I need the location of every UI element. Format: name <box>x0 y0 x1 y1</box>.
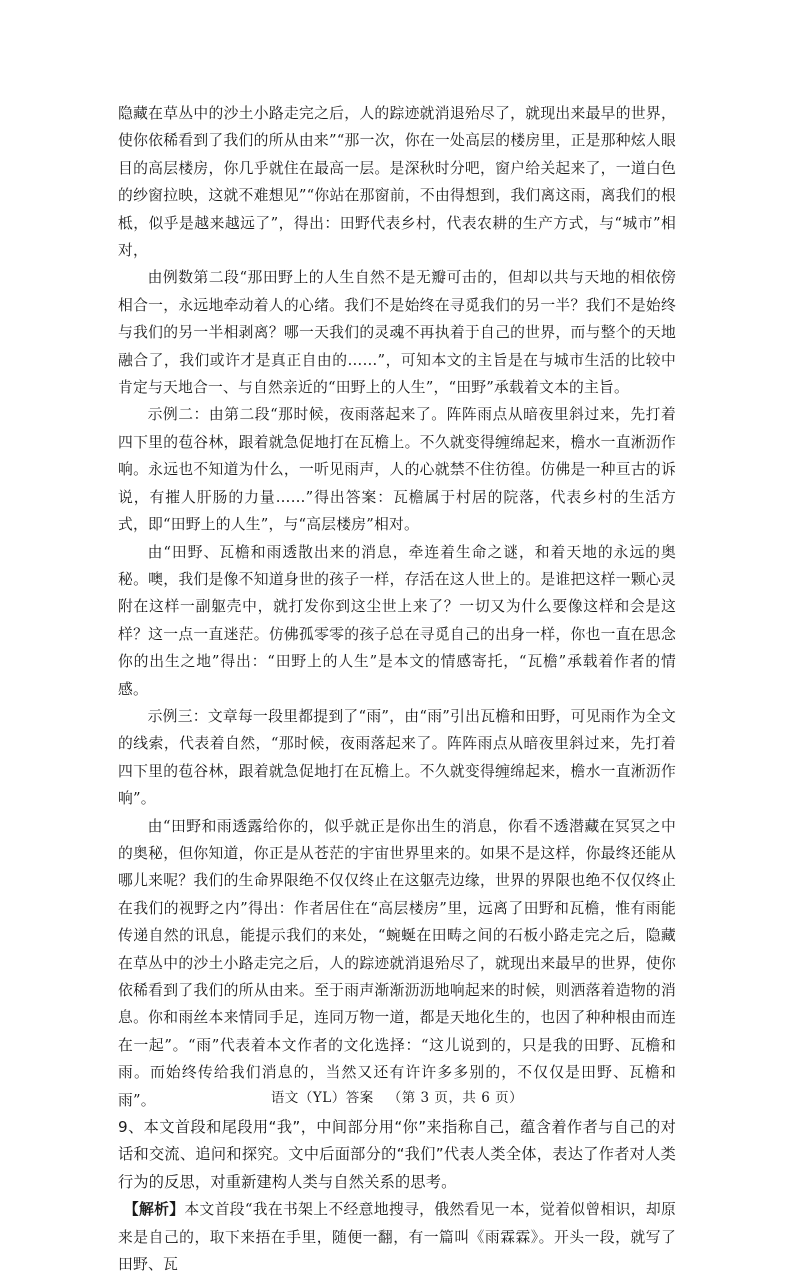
paragraph-example-3: 示例三：文章每一段里都提到了“雨”，由“雨”引出瓦檐和田野，可见雨作为全文的线索，代表着自然，“那时候，夜雨落起来了。阵阵雨点从暗夜里斜过来，先打着四下里的苞谷林，跟着就急促地打在瓦檐上。不久就变得缠绵起来，檐水一直淅沥作响”。 <box>118 707 676 808</box>
paragraph-example-2: 示例二：由第二段“那时候，夜雨落起来了。阵阵雨点从暗夜里斜过来，先打着四下里的苞谷林，跟着就急促地打在瓦檐上。不久就变得缠绵起来，檐水一直淅沥作响。永远也不知道为什么，一听见雨声，人的心就禁不住彷徨。仿佛是一种亘古的诉说，有摧人肝肠的力量……”得出答案：瓦檐属于村居的院落，代表乡村的生活方式，即“田野上的人生”，与“高层楼房”相对。 <box>118 406 676 534</box>
footer-page-number: （第 3 页，共 6 页） <box>387 1090 524 1106</box>
analysis-tag: 【解析】 <box>123 1201 185 1219</box>
question-9-answer: 9、本文首段和尾段用“我”，中间部分用“你”来指称自己，蕴含着作者与自己的对话和交流、追问和探究。文中后面部分的“我们”代表人类全体，表达了作者对人类行为的反思，对重新建构人类与自然关系的思考。 <box>118 1118 676 1191</box>
analysis-text: 本文首段“我在书架上不经意地搜寻，俄然看见一本，觉着似曾相识，却原来是自己的，取下来捂在手里，随便一翻，有一篇叫《雨霖霖》。开头一段，就写了田野、瓦 <box>118 1201 676 1274</box>
paragraph-emotion: 由“田野、瓦檐和雨透散出来的消息，牵连着生命之谜，和着天地的永远的奥秘。噢，我们是像不知道身世的孩子一样，存活在这人世上的。是谁把这样一颗心灵附在这样一副躯壳中，就打发你到这尘世上来了？一切又为什么要像这样和会是这样？这一点一直迷茫。仿佛孤零零的孩子总在寻觅自己的出身一样，你也一直在思念你的出生之地”得出：“田野上的人生”是本文的情感寄托，“瓦檐”承载着作者的情感。 <box>118 543 676 698</box>
page-footer <box>0 1086 794 1106</box>
paragraph-rain: 由“田野和雨透露给你的，似乎就正是你出生的消息，你看不透潜藏在冥冥之中的奥秘，但你知道，你正是从苍茫的宇宙世界里来的。如果不是这样，你最终还能从哪儿来呢？我们的生命界限绝不仅仅终止在这躯壳边缘，世界的界限也绝不仅仅终止在我们的视野之内”得出：作者居住在“高层楼房”里，远离了田野和瓦檐，惟有雨能传递自然的讯息，能提示我们的来处，“蜿蜒在田畴之间的石板小路走完之后，隐藏在草丛中的沙土小路走完之后，人的踪迹就消退殆尽了，就现出来最早的世界，使你依稀看到了我们的所从由来。至于雨声渐渐沥沥地响起来的时候，则洒落着造物的消息。你和雨丝本来情同手足，连同万物一道，都是天地化生的，也因了种种根由而连在一起”。“雨”代表着本文作者的文化选择：“这儿说到的，只是我的田野、瓦檐和雨。而始终传给我们消息的，当然又还有许许多多别的，不仅仅是田野、瓦檐和雨”。 <box>118 817 676 1109</box>
paragraph-continued: 隐藏在草丛中的沙土小路走完之后，人的踪迹就消退殆尽了，就现出来最早的世界，使你依稀看到了我们的所从由来”“那一次，你在一处高层的楼房里，正是那种炫人眼目的高层楼房，你几乎就住在最高一层。是深秋时分吧，窗户给关起来了，一道白色的纱窗拉映，这就不难想见”“你站在那窗前，不由得想到，我们离这雨，离我们的根柢，似乎是越来越远了”，得出：田野代表乡村，代表农耕的生产方式，与“城市”相对， <box>118 105 676 260</box>
paragraph-theme: 由例数第二段“那田野上的人生自然不是无瓣可击的，但却以共与天地的相依傍相合一，永远地牵动着人的心绪。我们不是始终在寻觅我们的另一半？我们不是始终与我们的另一半相剥离？哪一天我们的灵魂不再执着于自己的世界，而与整个的天地融合了，我们或许才是真正自由的……”，可知本文的主旨是在与城市生活的比较中肯定与天地合一、与自然亲近的“田野上的人生”，“田野”承载着文本的主旨。 <box>118 269 676 397</box>
footer-subject: 语文（YL）答案 <box>270 1090 374 1106</box>
analysis-paragraph <box>118 1196 676 1278</box>
